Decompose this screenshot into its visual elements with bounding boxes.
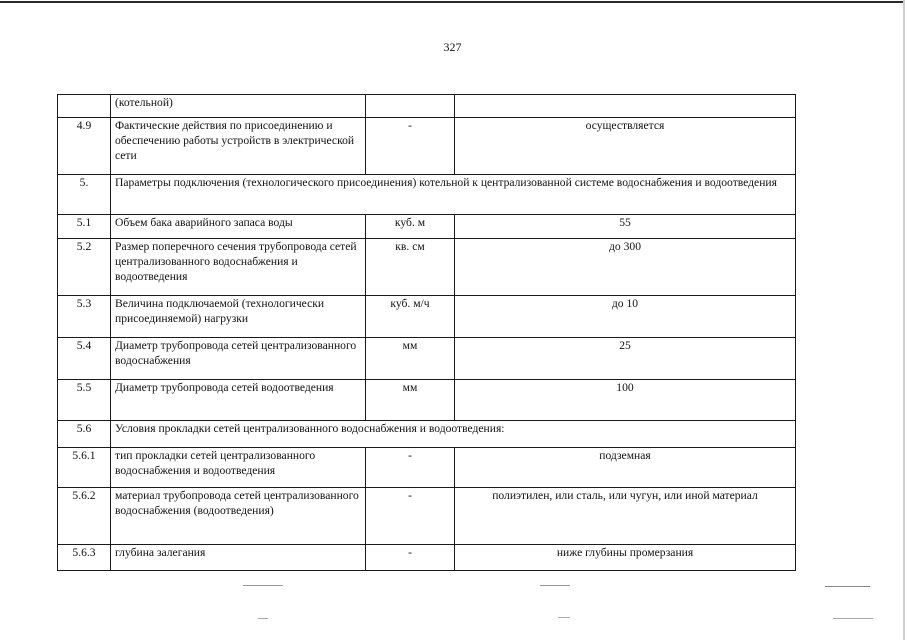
table-row: [58, 380, 796, 421]
unit-cell: куб. м: [366, 215, 455, 239]
parameter-description: Объем бака аварийного запаса воды: [111, 215, 366, 239]
unit-cell: -: [366, 118, 455, 175]
row-number: 5.4: [58, 338, 111, 380]
row-number: 5.6.3: [58, 545, 111, 571]
value-cell: подземная: [455, 448, 796, 488]
parameter-description: Размер поперечного сечения трубопровода сетей централизованного водоснабжения и водоотведения: [111, 239, 366, 296]
section-heading: Условия прокладки сетей централизованного водоснабжения и водоотведения:: [111, 421, 796, 448]
row-number: 5.3: [58, 296, 111, 338]
value-cell: ниже глубины промерзания: [455, 545, 796, 571]
row-number: 4.9: [58, 118, 111, 175]
table-row: [58, 215, 796, 239]
value-cell: осуществляется: [455, 118, 796, 175]
value-cell: 100: [455, 380, 796, 421]
table-row: [58, 95, 796, 118]
unit-cell: мм: [366, 380, 455, 421]
scan-speck: [825, 586, 870, 587]
parameter-description: тип прокладки сетей централизованного водоснабжения и водоотведения: [111, 448, 366, 488]
row-number: 5.1: [58, 215, 111, 239]
page-number: 327: [443, 40, 462, 54]
scan-speck: [833, 618, 873, 619]
scan-top-edge: [0, 1, 905, 3]
row-number: 5.5: [58, 380, 111, 421]
parameter-description: Фактические действия по присоединению и обеспечению работы устройств в электрической сети: [111, 118, 366, 175]
row-number: 5.: [58, 175, 111, 215]
row-number: 5.6.2: [58, 488, 111, 545]
unit-cell: -: [366, 448, 455, 488]
parameters-table: [57, 94, 796, 571]
value-cell: [455, 95, 796, 118]
row-number: 5.2: [58, 239, 111, 296]
value-cell: 25: [455, 338, 796, 380]
scan-speck: [243, 585, 283, 586]
unit-cell: [366, 95, 455, 118]
parameter-description: материал трубопровода сетей централизованного водоснабжения (водоотведения): [111, 488, 366, 545]
parameter-description: Диаметр трубопровода сетей водоотведения: [111, 380, 366, 421]
parameter-description: Величина подключаемой (технологически присоединяемой) нагрузки: [111, 296, 366, 338]
section-row: [58, 175, 796, 215]
value-cell: до 300: [455, 239, 796, 296]
unit-cell: -: [366, 488, 455, 545]
row-number: [58, 95, 111, 118]
value-cell: до 10: [455, 296, 796, 338]
row-number: 5.6.1: [58, 448, 111, 488]
table-row: [58, 338, 796, 380]
parameter-description: глубина залегания: [111, 545, 366, 571]
parameter-description: Диаметр трубопровода сетей централизованного водоснабжения: [111, 338, 366, 380]
table-row: [58, 448, 796, 488]
row-number: 5.6: [58, 421, 111, 448]
value-cell: 55: [455, 215, 796, 239]
section-row: [58, 421, 796, 448]
table-row: [58, 239, 796, 296]
table-row: [58, 118, 796, 175]
scan-speck: [258, 618, 268, 619]
unit-cell: мм: [366, 338, 455, 380]
unit-cell: кв. см: [366, 239, 455, 296]
table-row: [58, 488, 796, 545]
unit-cell: -: [366, 545, 455, 571]
scan-speck: [540, 585, 570, 586]
parameter-description: (котельной): [111, 95, 366, 118]
scan-speck: [558, 617, 570, 618]
section-heading: Параметры подключения (технологического присоединения) котельной к централизованной системе водоснабжения и водоотведения: [111, 175, 796, 215]
table-row: [58, 296, 796, 338]
table-row: [58, 545, 796, 571]
value-cell: полиэтилен, или сталь, или чугун, или иной материал: [455, 488, 796, 545]
unit-cell: куб. м/ч: [366, 296, 455, 338]
